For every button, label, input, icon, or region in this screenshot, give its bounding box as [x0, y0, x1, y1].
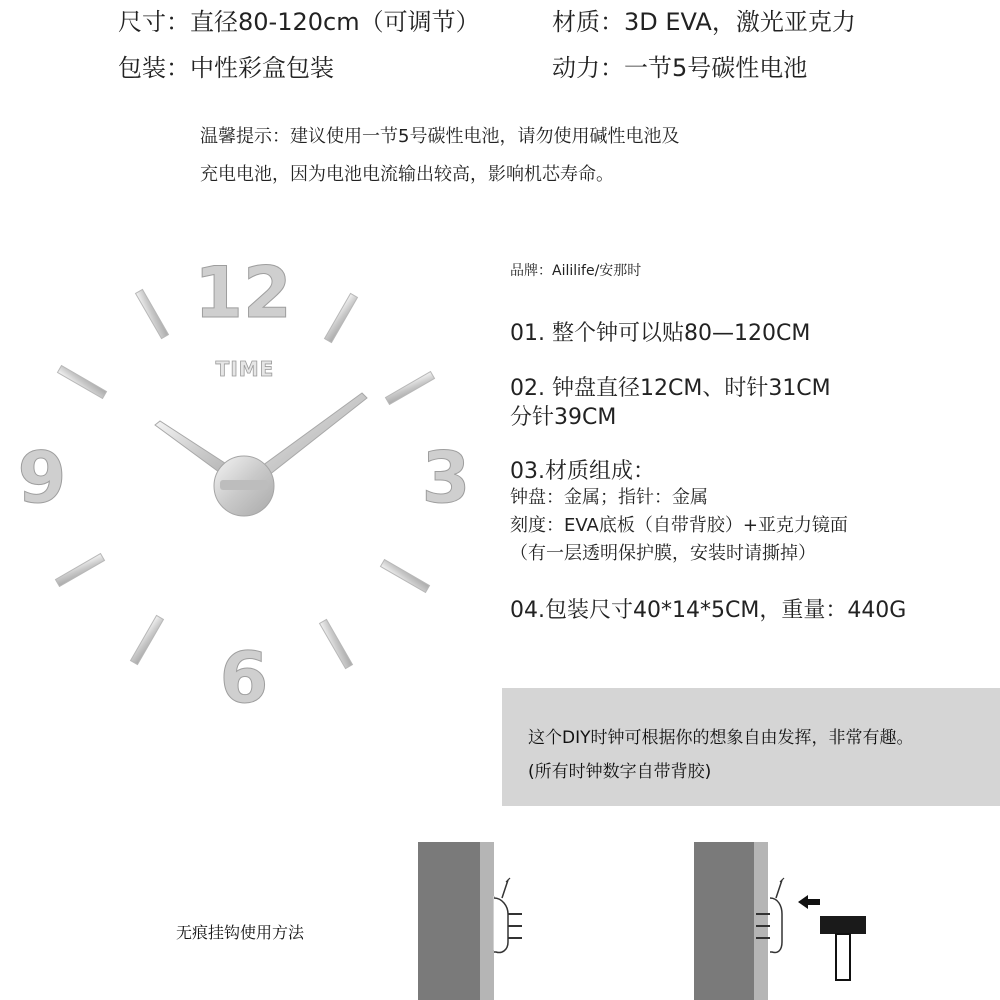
info-item-3-title: 03.材质组成： — [510, 459, 655, 484]
hook-diagram-1 — [410, 836, 530, 1000]
tick-8 — [55, 554, 104, 587]
spec-material: 材质：3D EVA，激光亚克力 — [552, 8, 856, 36]
numeral-9: 9 — [17, 437, 67, 519]
diy-line-2: (所有时钟数字自带背胶) — [528, 762, 712, 782]
hammer-icon — [820, 916, 866, 934]
wall-clock-illustration — [0, 240, 500, 720]
tick-1 — [325, 293, 358, 342]
hub-bar — [220, 480, 268, 490]
spec-power: 动力：一节5号碳性电池 — [552, 54, 808, 82]
tick-4 — [380, 560, 429, 593]
info-item-1: 01. 整个钟可以贴80—120CM — [510, 321, 811, 346]
numeral-12: 12 — [194, 252, 292, 334]
spec-size: 尺寸：直径80-120cm（可调节） — [118, 8, 480, 36]
arrow-left-icon — [798, 895, 820, 909]
numeral-3: 3 — [421, 437, 471, 519]
tip-line-1: 温馨提示：建议使用一节5号碳性电池，请勿使用碱性电池及 — [200, 126, 680, 147]
diy-line-1: 这个DIY时钟可根据你的想象自由发挥，非常有趣。 — [528, 728, 914, 748]
info-item-4: 04.包装尺寸40*14*5CM，重量：440G — [510, 598, 907, 623]
numeral-6: 6 — [219, 637, 269, 719]
tick-10 — [57, 366, 106, 399]
brand-label: 品牌：Aililife/安那时 — [510, 263, 642, 279]
hook-instructions-label: 无痕挂钩使用方法 — [176, 923, 305, 942]
time-logo: TIME — [215, 357, 275, 381]
tick-2 — [385, 372, 434, 405]
tick-7 — [131, 615, 164, 664]
tip-line-2: 充电电池，因为电池电流输出较高，影响机芯寿命。 — [200, 164, 614, 185]
tick-5 — [320, 619, 353, 668]
hook-diagram-2 — [686, 836, 876, 1000]
info-item-2-line-2: 分针39CM — [510, 405, 617, 430]
info-item-3-line-1: 钟盘：金属；指针：金属 — [510, 487, 708, 508]
spec-packaging: 包装：中性彩盒包装 — [118, 54, 334, 82]
info-item-3-line-3: （有一层透明保护膜，安装时请撕掉） — [510, 543, 816, 564]
tick-11 — [136, 289, 169, 338]
info-item-3-line-2: 刻度：EVA底板（自带背胶）+亚克力镜面 — [510, 515, 848, 536]
info-item-2-line-1: 02. 钟盘直径12CM、时针31CM — [510, 376, 831, 401]
